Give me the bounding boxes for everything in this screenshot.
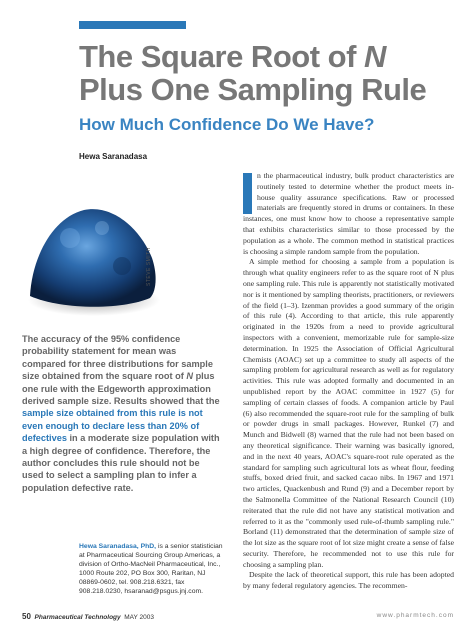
body-paragraph: Despite the lack of theoretical support, this rule has been adopted by many federal regulatory agencies. The recommen- <box>243 570 454 591</box>
body-paragraph: A simple method for choosing a sample from a population is through what quality engineers refer to as the square root of N plus one sampling rule. This rule is apparently not statistically motivated nor is it mentioned by sampling theorists, practitioners, or reviewers of the field (1–3). Izenman provides a good summary of the origin of this rule (4). According to that article, this rule apparently originated in the 1920s from a need to provide agricultural inspectors with a convenient, memorizable rule for sample-size determination. In 1925 the Association of Official Agricultural Chemists (AOAC) set up a committee to study all aspects of the sampling problem for agricultural research as well as for regulatory activities. This rule was adopted formally and documented in an unpublished report by the AOAC committee in 1927 (5) for sampling of certain classes of foods. A companion article by Paul (6) also recommended the square-root rule for the sampling of bulk or powder drugs in small packages. However, Runkel (7) and Munch and Bidwell (8) warned that the rule had not been based on any theoretical significance. Their warning was basically ignored, and in the next 40 years, AOAC's square-root rule operated as the standard for sampling such agricultural lots as wheat flour, feeding stuffs, boxed dried fruit, and sacked cacao nibs. In 1967 and 1971 two articles, Quackenbush and Rund (9) and a December report by the Salmonella Committee of the National Research Council (10) reiterated that the rule did not have any statistical motivation and referred to it as the "commonly used rule-of-thumb sampling rule." Borland (11) demonstrated that the determination of sample size of the lot size as the square root of lot size might create a sense of false security. Therefore, he recommended not to use this rule for choosing a sampling plan. <box>243 257 454 569</box>
footer-url: www.pharmtech.com <box>376 612 454 619</box>
photo-credit: STEVE SMITH <box>146 247 152 286</box>
drop-cap <box>243 173 252 214</box>
blue-powder-photo <box>22 188 162 328</box>
abstract: The accuracy of the 95% confidence probability statement for mean was compared for three distributions for sample size obtained from the square root of N plus one rule with the Edgeworth approximation derived sample size. Results showed that the sample size obtained from this rule is not even enough to declare less than 20% of defectives in a moderate size population with a high degree of confidence. Therefore, the author concludes this rule should not be used to select a sampling plan to infer a population defective rate. <box>22 334 220 493</box>
footer-folio: 50 Pharmaceutical Technology MAY 2003 <box>22 612 155 621</box>
article-body <box>243 171 454 592</box>
article-title: The Square Root of N Plus One Sampling Rule <box>79 39 427 107</box>
article-subtitle: How Much Confidence Do We Have? <box>79 115 375 134</box>
header-accent-bar <box>79 21 186 29</box>
author-bio: Hewa Saranadasa, PhD, is a senior statistician at Pharmaceutical Sourcing Group Americas, a division of Ortho-MacNeil Pharmaceutical, Inc., 1000 Route 202, PO Box 300, Raritan, NJ 08869-0602, tel. 908.218.6321, fax 908.218.0230, hsaranad@psgus.jnj.com. <box>79 543 223 595</box>
body-paragraph: n the pharmaceutical industry, bulk product characteristics are routinely tested to determine whether the product meets in-house quality assurance specifications. Raw or processed materials are frequently stored in drums or containers. In these instances, one must know how to choose a representative sample that exhibits characteristics similar to those processed by the population as a whole. The common method in statistical practices is choosing a simple random sample from the population. <box>243 171 454 256</box>
byline: Hewa Saranadasa <box>79 152 148 161</box>
abstract-highlight: sample size obtained from this rule is not even enough to declare less than 20% of defectives <box>22 408 203 444</box>
